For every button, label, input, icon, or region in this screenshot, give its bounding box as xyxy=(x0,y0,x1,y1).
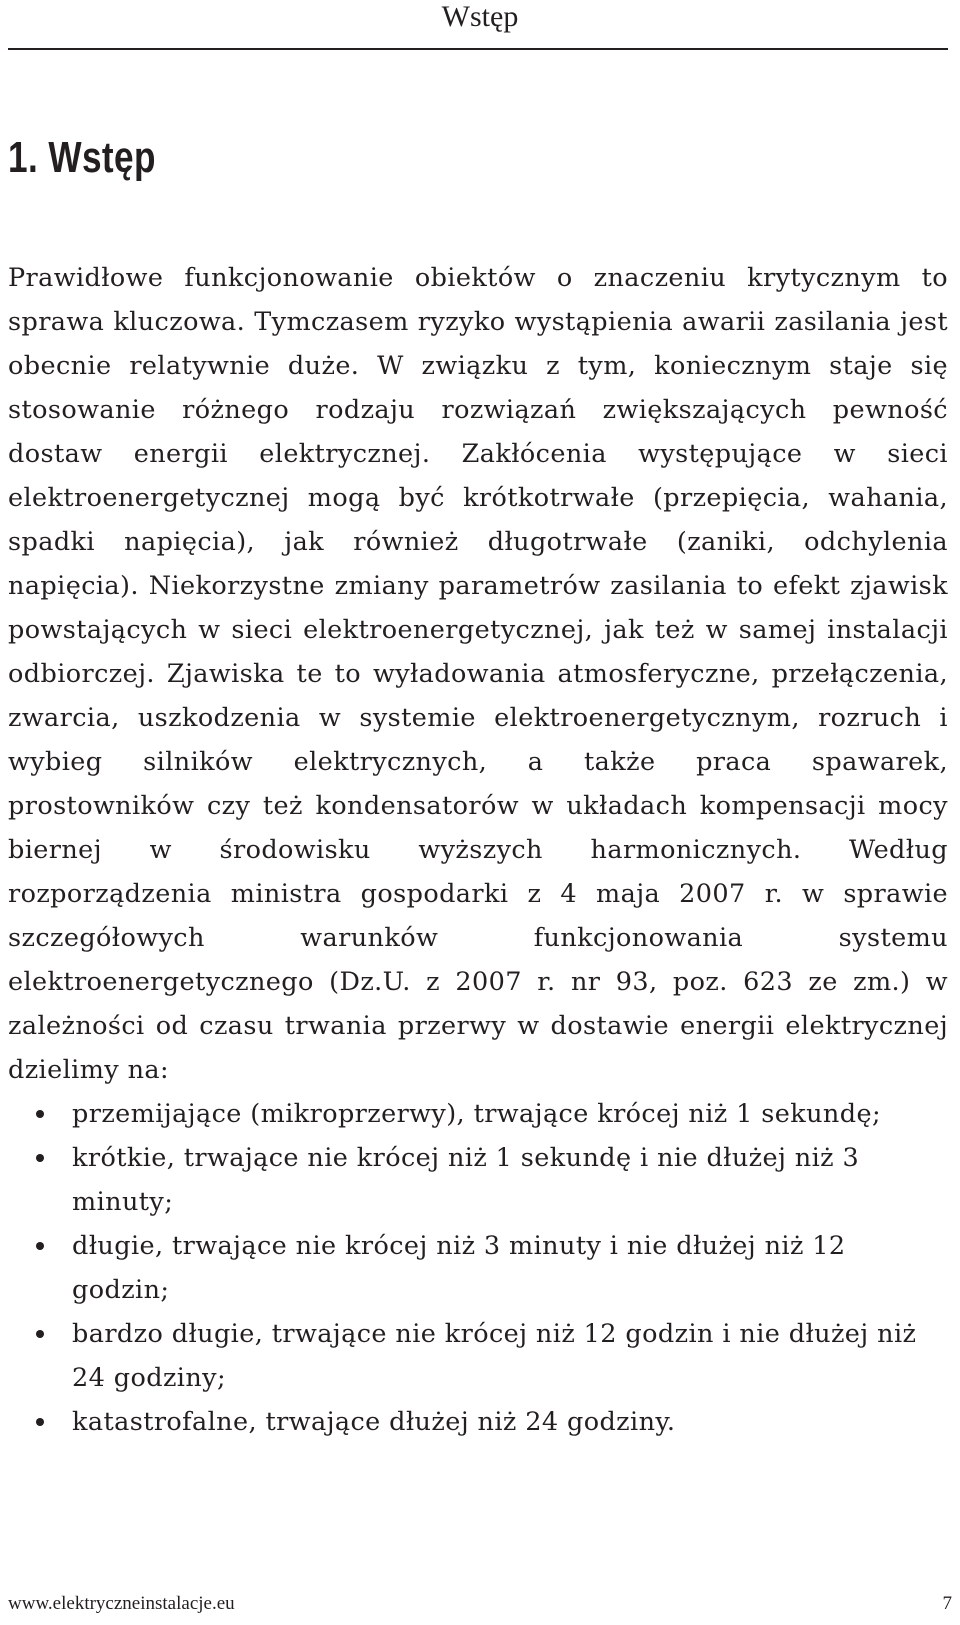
list-item-text: krótkie, trwające nie krócej niż 1 sekundę i nie dłużej niż 3 minuty; xyxy=(72,1143,860,1217)
list-item-text: przemijające (mikroprzerwy), trwające krócej niż 1 sekundę; xyxy=(72,1099,881,1129)
list-item-text: katastrofalne, trwające dłużej niż 24 godziny. xyxy=(72,1407,676,1437)
page-number: 7 xyxy=(942,1593,952,1614)
running-header: Wstęp xyxy=(441,0,519,33)
bullet-icon xyxy=(36,1330,44,1338)
list-item xyxy=(8,1312,948,1400)
bullet-icon xyxy=(36,1154,44,1162)
body-paragraph: Prawidłowe funkcjonowanie obiektów o znaczeniu krytycznym to sprawa kluczowa. Tymczasem ryzyko wystąpienia awarii zasilania jest obecnie relatywnie duże. W związku z tym, koniecznym staje się stosowanie różnego rodzaju rozwiązań zwiększających pewność dostaw energii elektrycznej. Zakłócenia występujące w sieci elektroenergetycznej mogą być krótkotrwałe (przepięcia, wahania, spadki napięcia), jak również długotrwałe (zaniki, odchylenia napięcia). Niekorzystne zmiany parametrów zasilania to efekt zjawisk powstających w sieci elektroenergetycznej, jak też w samej instalacji odbiorczej. Zjawiska te to wyładowania atmosferyczne, przełączenia, zwarcia, uszkodzenia w systemie elektroenergetycznym, rozruch i wybieg silników elektrycznych, a także praca spawarek, prostowników czy też kondensatorów w układach kompensacji mocy biernej w środowisku wyższych harmonicznych. Według rozporządzenia ministra gospodarki z 4 maja 2007 r. w sprawie szczegółowych warunków funkcjonowania systemu elektroenergetycznego (Dz.U. z 2007 r. nr 93, poz. 623 ze zm.) w zależności od czasu trwania przerwy w dostawie energii elektrycznej dzielimy na: xyxy=(8,263,948,1085)
header-rule xyxy=(8,48,948,50)
page-footer xyxy=(0,1590,960,1618)
list-item xyxy=(8,1092,948,1136)
list-item-text: długie, trwające nie krócej niż 3 minuty i nie dłużej niż 12 godzin; xyxy=(72,1231,846,1305)
list-item xyxy=(8,1224,948,1312)
list-item xyxy=(8,1136,948,1224)
interruption-types-list xyxy=(8,1092,948,1444)
bullet-icon xyxy=(36,1242,44,1250)
chapter-title: 1. Wstęp xyxy=(8,133,156,182)
footer-url: www.elektryczneinstalacje.eu xyxy=(8,1593,235,1614)
list-item xyxy=(8,1400,948,1444)
bullet-icon xyxy=(36,1110,44,1118)
body-text xyxy=(8,256,948,1444)
list-item-text: bardzo długie, trwające nie krócej niż 12 godzin i nie dłużej niż 24 godziny; xyxy=(72,1319,917,1393)
bullet-icon xyxy=(36,1418,44,1426)
